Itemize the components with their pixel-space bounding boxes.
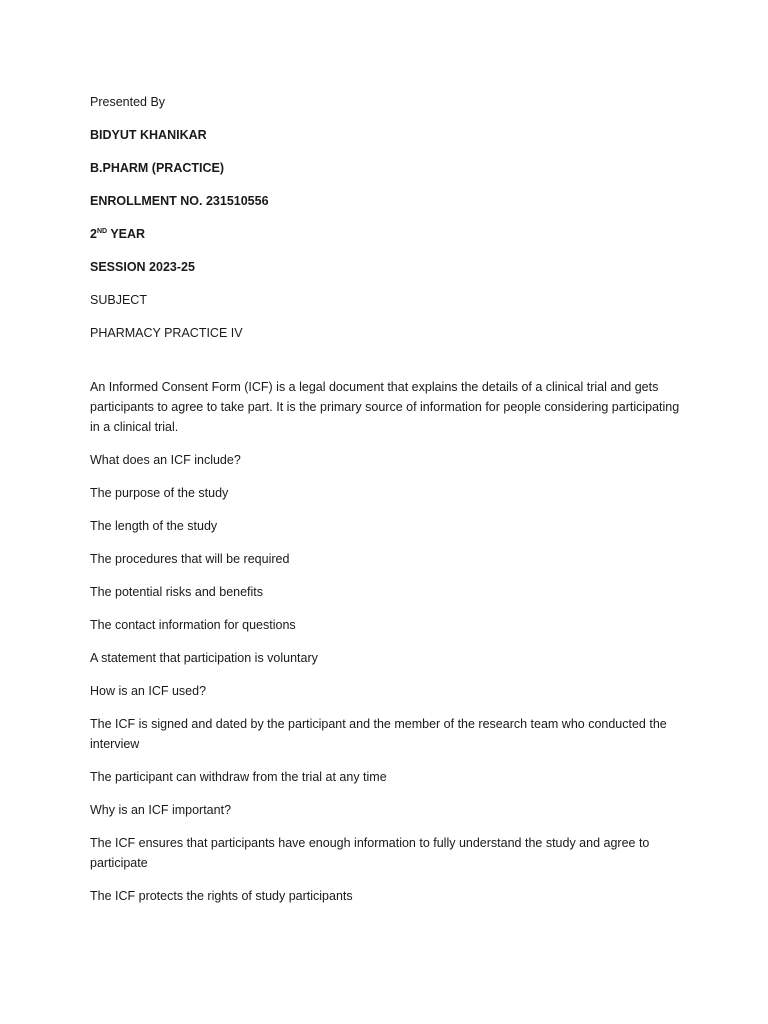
important-item: The ICF protects the rights of study participants bbox=[90, 889, 353, 903]
year-line bbox=[90, 224, 690, 244]
year-suffix: ND bbox=[96, 228, 108, 235]
include-item: The procedures that will be required bbox=[90, 552, 290, 566]
include-item: The purpose of the study bbox=[90, 486, 229, 500]
used-item: The ICF is signed and dated by the participant and the member of the research team who conducted the interview bbox=[90, 717, 667, 751]
year-number: 2 bbox=[90, 227, 97, 241]
enrollment-number: ENROLLMENT NO. 231510556 bbox=[90, 194, 269, 208]
course-name: B.PHARM (PRACTICE) bbox=[90, 161, 225, 175]
include-item: The contact information for questions bbox=[90, 618, 296, 632]
include-item: A statement that participation is voluntary bbox=[90, 651, 318, 665]
subject-label: SUBJECT bbox=[90, 293, 147, 307]
question-important: Why is an ICF important? bbox=[90, 803, 232, 817]
presented-by-label: Presented By bbox=[90, 95, 166, 109]
used-item: The participant can withdraw from the trial at any time bbox=[90, 770, 387, 784]
document-page bbox=[90, 92, 690, 919]
year-label: YEAR bbox=[107, 227, 146, 241]
intro-paragraph: An Informed Consent Form (ICF) is a legal document that explains the details of a clinical trial and gets participants to agree to take part. It is the primary source of information for people considering participating in a clinical trial. bbox=[90, 380, 680, 434]
session-line: SESSION 2023-25 bbox=[90, 260, 195, 274]
presenter-name: BIDYUT KHANIKAR bbox=[90, 128, 207, 142]
include-item: The length of the study bbox=[90, 519, 218, 533]
include-item: The potential risks and benefits bbox=[90, 585, 264, 599]
important-item: The ICF ensures that participants have enough information to fully understand the study and agree to participate bbox=[90, 836, 650, 870]
question-include: What does an ICF include? bbox=[90, 453, 241, 467]
subject-name: PHARMACY PRACTICE IV bbox=[90, 326, 243, 340]
question-used: How is an ICF used? bbox=[90, 684, 207, 698]
